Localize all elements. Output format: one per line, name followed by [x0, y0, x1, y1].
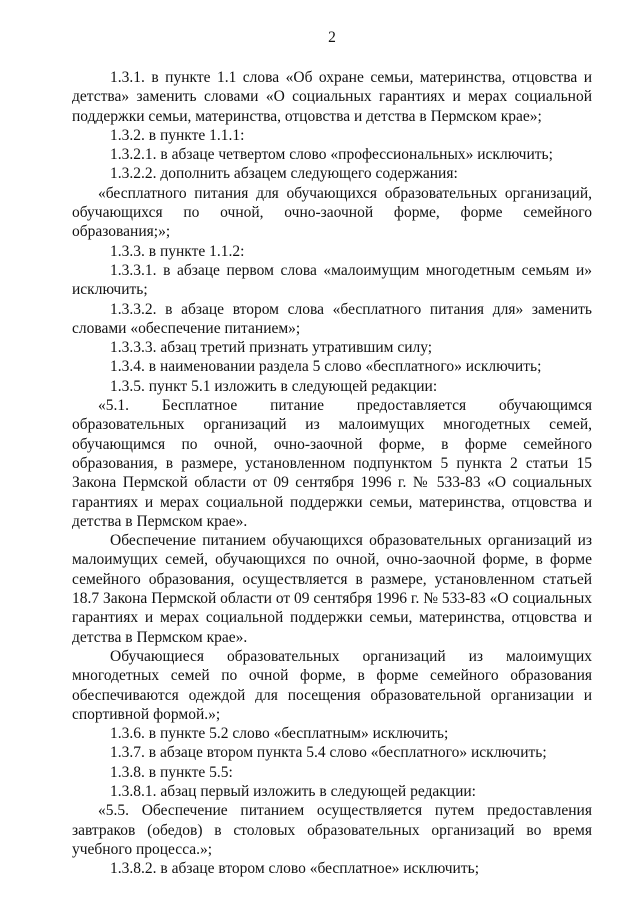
paragraph-1-3-8-1: 1.3.8.1. абзац первый изложить в следующей редакции:	[110, 782, 476, 800]
paragraph-1-3-3: 1.3.3. в пункте 1.1.2:	[110, 242, 245, 260]
paragraph-1-3-3-1: 1.3.3.1. в абзаце первом слова «малоимущим многодетным семьям и» исключить;	[72, 261, 592, 299]
quoted-clause-5-1-paragraph-3: Обучающиеся образовательных организаций из малоимущих многодетных семей по очной форме, в форме семейного образования обеспечиваются одеждой для посещения образовательной организации и спортивной формой.»;	[72, 647, 592, 723]
paragraph-1-3-7: 1.3.7. в абзаце втором пункта 5.4 слово «бесплатного» исключить;	[110, 744, 547, 762]
paragraph-1-3-8: 1.3.8. в пункте 5.5:	[110, 763, 233, 781]
paragraph-1-3-3-2: 1.3.3.2. в абзаце втором слова «бесплатного питания для» заменить словами «обеспечение питанием»;	[72, 300, 592, 337]
paragraph-1-3-3-3: 1.3.3.3. абзац третий признать утратившим силу;	[110, 339, 433, 357]
quoted-clause-5-1-paragraph-2: Обеспечение питанием обучающихся образовательных организаций из малоимущих семей, обучающихся по очной, очно-заочной форме, в форме семейного образования, осуществляется в размере, установленном статьей 18.7 Закона Пермской области от 09 сентября 1996 г. № 533-83 «О социальных гарантиях и мерах социальной поддержки семьи, материнства, отцовства и детства в Пермском крае».	[72, 532, 592, 646]
paragraph-1-3-1: 1.3.1. в пункте 1.1 слова «Об охране семьи, материнства, отцовства и детства» заменить словами «О социальных гарантиях и мерах социальной поддержки семьи, материнства, отцовства и детства в Пермском крае»;	[72, 69, 592, 125]
paragraph-1-3-6: 1.3.6. в пункте 5.2 слово «бесплатным» исключить;	[110, 725, 449, 743]
paragraph-1-3-2-2: 1.3.2.2. дополнить абзацем следующего содержания:	[110, 165, 458, 183]
quoted-text-free-meals: «бесплатного питания для обучающихся образовательных организаций, обучающихся по очной, очно-заочной форме, форме семейного образования;»;	[72, 184, 592, 241]
paragraph-1-3-5: 1.3.5. пункт 5.1 изложить в следующей редакции:	[110, 377, 438, 395]
paragraph-1-3-4: 1.3.4. в наименовании раздела 5 слово «бесплатного» исключить;	[110, 358, 542, 376]
paragraph-1-3-2-1: 1.3.2.1. в абзаце четвертом слово «профессиональных» исключить;	[110, 146, 553, 164]
paragraph-1-3-2: 1.3.2. в пункте 1.1.1:	[110, 126, 245, 144]
paragraph-1-3-8-2: 1.3.8.2. в абзаце втором слово «бесплатное» исключить;	[110, 860, 479, 878]
quoted-clause-5-1: «5.1. Бесплатное питание предоставляется обучающимся образовательных организаций из малоимущих многодетных семей, обучающимся по очной, очно-заочной форме, в форме семейного образования, в размере, установленном подпунктом 5 пункта 2 статьи 15 Закона Пермской области от 09 сентября 1996 г. № 533-83 «О социальных гарантиях и мерах социальной поддержки семьи, материнства, отцовства и детства в Пермском крае».	[72, 397, 592, 530]
page-number: 2	[328, 29, 336, 46]
document-page	[72, 28, 592, 878]
quoted-clause-5-5: «5.5. Обеспечение питанием осуществляется путем предоставления завтраков (обедов) в столовых образовательных организаций во время учебного процесса.»;	[72, 802, 592, 858]
